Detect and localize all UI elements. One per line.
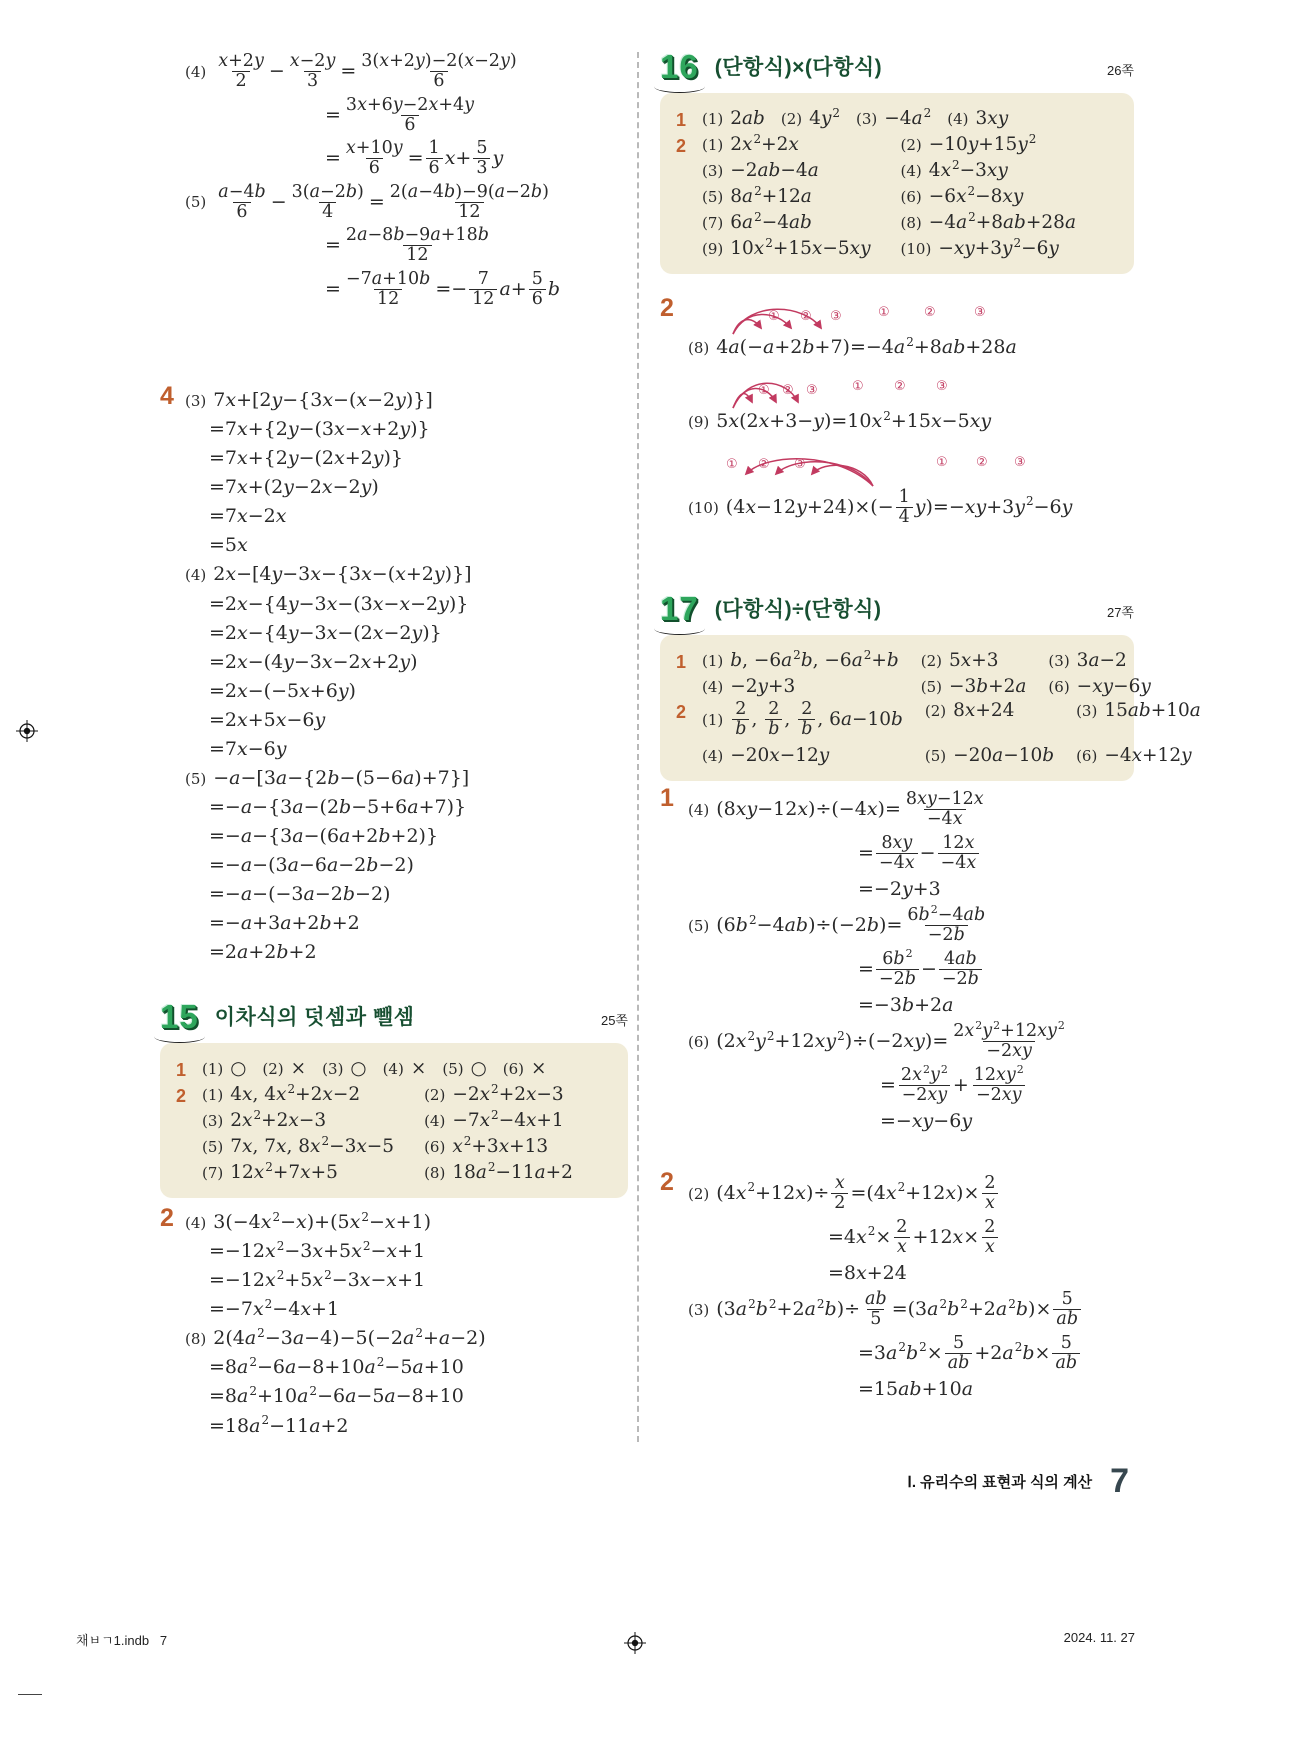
section-header bbox=[160, 1000, 628, 1033]
item-label: (8) bbox=[185, 1330, 207, 1349]
answer-group-number: 2 bbox=[176, 1086, 187, 1106]
section-title: (다항식)÷(단항식) bbox=[714, 598, 882, 621]
math-line: (5) −a−[3a−{2b−(5−6a)+7}] bbox=[185, 767, 470, 790]
circled-2: ② bbox=[758, 457, 770, 472]
math-line: =15ab+10a bbox=[858, 1378, 974, 1401]
answer-cells bbox=[702, 700, 1201, 766]
problem-number: 4 bbox=[160, 382, 174, 410]
item-label: (4) bbox=[382, 1060, 404, 1078]
circled-3: ③ bbox=[1014, 455, 1026, 470]
item-label: (2) bbox=[920, 652, 942, 670]
answer-box bbox=[660, 635, 1201, 781]
math-line: $=8a^2-6a-8+10a^2-5a+10$ bbox=[209, 1355, 464, 1379]
math-line: =−xy−6y bbox=[880, 1110, 973, 1133]
answer-box bbox=[660, 93, 1134, 274]
item-label: (1) bbox=[202, 1086, 224, 1104]
math-line: = $\frac{-7a+10b}{12}$ =− $\frac{7}{12}$ a+ $\frac{5}{6}$ b bbox=[325, 268, 560, 309]
math-line: =7x−6y bbox=[209, 737, 287, 760]
registration-mark bbox=[16, 720, 38, 742]
item-label: (1) bbox=[202, 1060, 224, 1078]
math-line: =2x−{4y−3x−(3x−x−2y)} bbox=[209, 592, 469, 615]
math-line: $=-12x^2-3x+5x^2-x+1$ bbox=[209, 1238, 426, 1263]
solution-block-2 bbox=[160, 1206, 628, 1443]
math-line: =−2y+3 bbox=[858, 878, 941, 900]
circled-3: ③ bbox=[936, 379, 948, 394]
item-label: (7) bbox=[702, 214, 724, 232]
math-line: =−a−{3a−(2b−5+6a+7)} bbox=[209, 796, 467, 819]
print-date-label: 2024. 11. 27 bbox=[1063, 1630, 1135, 1645]
item-label: (4) bbox=[185, 1214, 207, 1232]
section-page-ref: 25쪽 bbox=[600, 1013, 628, 1028]
fraction: $\frac{3x+6y-2x+4y}{6}$ bbox=[345, 94, 475, 135]
answer-cells bbox=[702, 131, 1076, 259]
answer-group-number: 2 bbox=[676, 702, 687, 722]
distribute-line-10 bbox=[688, 444, 1134, 528]
math-lines bbox=[688, 1174, 1134, 1402]
problem-number: 2 bbox=[660, 1168, 674, 1196]
fraction: $\frac{8xy-12x}{-4x}$ bbox=[905, 789, 984, 830]
item-label: (5) bbox=[688, 916, 710, 935]
answer-cell: (2) $4y^2$ bbox=[780, 105, 841, 129]
fraction: $\frac{2}{b}$ bbox=[798, 700, 815, 740]
math-line: = $\frac{2a-8b-9a+18b}{12}$ bbox=[325, 226, 628, 266]
answer-cell: (7) $12x^2+7x+5$ bbox=[202, 1159, 338, 1183]
section-header bbox=[660, 50, 1134, 83]
math-line: =−3b+2a bbox=[858, 994, 954, 1017]
section-number-icon: 15 bbox=[160, 998, 199, 1035]
math-lines bbox=[688, 790, 1134, 1134]
math-line: (8) $4a(-a+2b+7)=-4a^2+8ab+28a$ bbox=[688, 334, 1017, 358]
fraction: $\frac{2}{x}$ bbox=[893, 1218, 910, 1258]
circled-1: ① bbox=[936, 455, 948, 470]
item-label: (4) bbox=[688, 800, 710, 819]
fraction: $\frac{12xy^2}{-2xy}$ bbox=[973, 1062, 1024, 1105]
fraction: $\frac{2(a-4b)-9(a-2b)}{12}$ bbox=[389, 181, 549, 222]
math-line: =7x−2x bbox=[209, 505, 287, 528]
math-line: = $\frac{2x^2y^2}{-2xy}$ + $\frac{12xy^2}{-2xy}$ bbox=[880, 1066, 1134, 1106]
answer-cell: (1) ○ bbox=[202, 1058, 247, 1079]
item-label: (6) bbox=[1048, 678, 1070, 696]
item-label: (6) bbox=[502, 1060, 524, 1078]
distribute-line-9 bbox=[688, 370, 1134, 432]
item-label: (4) bbox=[702, 746, 724, 765]
page-footer bbox=[907, 1462, 1129, 1501]
section-header bbox=[660, 592, 1134, 625]
answer-cell: (4) 3xy bbox=[947, 108, 1009, 129]
item-label: (8) bbox=[900, 214, 922, 232]
math-line: $=8a^2+10a^2-6a-5a-8+10$ bbox=[209, 1384, 464, 1408]
math-line: $=3a^2b^2\times$ $\frac{5}{ab}$ $+2a^2b\times$ $\frac{5}{ab}$ bbox=[858, 1334, 1134, 1374]
circled-2: ② bbox=[782, 383, 794, 398]
fraction: $\frac{8xy}{-4x}$ bbox=[876, 834, 918, 874]
item-label: (7) bbox=[202, 1164, 224, 1182]
math-line: =−a−{3a−(6a+2b+2)} bbox=[209, 825, 439, 848]
answer-cell: $(8) -4a^2+8ab+28a$ bbox=[900, 209, 1076, 233]
math-line: =7x+{2y−(2x+2y)} bbox=[209, 447, 403, 470]
item-label: (5) bbox=[442, 1060, 464, 1078]
item-label: (10) bbox=[688, 498, 719, 517]
problem-number: 2 bbox=[160, 1204, 174, 1232]
answer-cell: (4) × bbox=[382, 1058, 427, 1079]
multiply-arrows bbox=[688, 444, 1158, 488]
answer-cells bbox=[202, 1058, 547, 1079]
circled-3: ③ bbox=[794, 457, 806, 472]
item-label: (2) bbox=[924, 702, 947, 720]
answer-cell: (1) $\frac{2}{b}$ , $\frac{2}{b}$ , $\frac{2}{b}$ , 6a−10b bbox=[702, 699, 903, 740]
distribute-line-8 bbox=[688, 296, 1134, 358]
fraction: $\frac{5}{ab}$ bbox=[1052, 1334, 1080, 1374]
answer-cell: (8) $18a^2-11a+2$ bbox=[424, 1159, 573, 1183]
math-lines bbox=[185, 52, 628, 309]
item-label: (1) bbox=[702, 136, 724, 154]
circled-3: ③ bbox=[830, 309, 842, 324]
fraction: $\frac{5}{ab}$ bbox=[945, 1334, 973, 1374]
item-label: (3) bbox=[185, 392, 207, 410]
math-line: =2x+5x−6y bbox=[209, 708, 326, 731]
chapter-title: Ⅰ. 유리수의 표현과 식의 계산 bbox=[907, 1474, 1093, 1491]
circled-2: ② bbox=[976, 455, 988, 470]
math-line: =2x−(4y−3x−2x+2y) bbox=[209, 650, 418, 673]
section-16 bbox=[660, 50, 1134, 274]
circled-3: ③ bbox=[974, 305, 986, 320]
answer-cell: (5) −20a−10b bbox=[924, 744, 1055, 766]
math-line: = $\frac{3x+6y-2x+4y}{6}$ bbox=[325, 96, 628, 136]
answer-cell: (9) $10x^2+15x-5xy$ bbox=[702, 235, 871, 259]
math-line: (6) $(2x^2y^2+12xy^2)\div(-2xy)=$ $\frac{2x^2y^2+12xy^2}{-2xy}$ bbox=[688, 1022, 1134, 1062]
answer-cell: (3) 3a−2 bbox=[1048, 650, 1127, 671]
solution-block-arrows bbox=[660, 296, 1134, 540]
answer-cell: (2) × bbox=[262, 1058, 307, 1079]
answer-group bbox=[676, 699, 1201, 766]
item-label: (1) bbox=[702, 110, 724, 128]
math-line: =7x+{2y−(3x−x+2y)} bbox=[209, 418, 430, 441]
math-line: =−a+3a+2b+2 bbox=[209, 912, 360, 935]
answer-cell: $(2) -10y+15y^2$ bbox=[900, 131, 1037, 155]
math-line: (4) $3(-4x^2-x)+(5x^2-x+1)$ bbox=[185, 1209, 432, 1233]
answer-cell: (2) 5x+3 bbox=[920, 650, 999, 671]
item-label: (1) bbox=[702, 710, 724, 729]
circled-2: ② bbox=[894, 379, 906, 394]
answer-cell: $(4) -7x^2-4x+1$ bbox=[424, 1107, 564, 1131]
circled-1: ① bbox=[758, 383, 770, 398]
item-label: (3) bbox=[202, 1112, 224, 1130]
math-line: =−a−(−3a−2b−2) bbox=[209, 883, 391, 906]
answer-cells bbox=[202, 1081, 573, 1183]
math-line: (2) $(4x^2+12x)\div$ $\frac{x}{2}$ $=(4x^2+12x)\times$ $\frac{2}{x}$ bbox=[688, 1174, 1134, 1214]
math-line: (4) $\frac{x+2y}{2}$ − $\frac{x-2y}{3}$ = $\frac{3(x+2y)-2(x-2y)}{6}$ bbox=[185, 52, 628, 92]
math-line: (4) 2x−[4y−3x−{3x−(x+2y)}] bbox=[185, 563, 472, 586]
item-label: (2) bbox=[780, 110, 803, 128]
fraction: $\frac{x-2y}{3}$ bbox=[289, 51, 336, 92]
math-line: =−a−(3a−6a−2b−2) bbox=[209, 854, 414, 877]
answer-cell: (5) 7x, 7x, $8x^2-3x-5$ bbox=[202, 1133, 395, 1157]
item-label: (4) bbox=[702, 678, 724, 696]
math-line: (10) (4x−12y+24)×(− $\frac{1}{4}$ $y)=-xy+3y^2-6y$ bbox=[688, 487, 1073, 528]
multiply-arrows bbox=[688, 296, 1148, 336]
circled-1: ① bbox=[726, 457, 738, 472]
answer-cell: (2) 8x+24 bbox=[924, 700, 1015, 721]
math-line: =5x bbox=[209, 534, 248, 557]
fraction: $\frac{4ab}{-2b}$ bbox=[939, 950, 982, 990]
answer-cell: (1) 4x, $4x^2+2x-2$ bbox=[202, 1081, 361, 1105]
fraction: $\frac{6b^2-4ab}{-2b}$ bbox=[907, 903, 986, 946]
answer-cell: (1) 2ab bbox=[702, 108, 765, 129]
item-label: (2) bbox=[424, 1086, 446, 1104]
circled-3: ③ bbox=[806, 383, 818, 398]
fraction: $\frac{ab}{5}$ bbox=[865, 1289, 887, 1330]
math-line: (3) $(3a^2b^2+2a^2b)\div$ $\frac{ab}{5}$ $=(3a^2b^2+2a^2b)\times$ $\frac{5}{ab}$ bbox=[688, 1290, 1134, 1330]
item-label: (3) bbox=[856, 110, 878, 128]
answer-cell: $(6) -6x^2-8xy$ bbox=[900, 183, 1024, 207]
fraction: $\frac{x}{2}$ bbox=[831, 1174, 848, 1214]
answer-group bbox=[676, 647, 1151, 697]
item-label: (6) bbox=[1076, 746, 1098, 765]
section-page-ref: 27쪽 bbox=[1106, 605, 1134, 620]
math-line: =2x−(−5x+6y) bbox=[209, 679, 356, 702]
solution-block-1 bbox=[660, 786, 1134, 1138]
item-label: (8) bbox=[424, 1164, 446, 1182]
fraction: $\frac{5}{3}$ bbox=[473, 139, 490, 179]
fraction: $\frac{3(a-2b)}{4}$ bbox=[291, 181, 364, 222]
fraction: $\frac{a-4b}{6}$ bbox=[218, 181, 266, 222]
item-label: (10) bbox=[900, 240, 932, 258]
item-label: (2) bbox=[262, 1060, 284, 1078]
item-label: (2) bbox=[900, 136, 922, 154]
answer-cell: (4) $4x^2-3xy$ bbox=[900, 157, 1008, 181]
math-line: =8x+24 bbox=[828, 1262, 907, 1284]
item-label: (3) bbox=[702, 162, 724, 180]
math-line: (5) $(6b^2-4ab)\div(-2b)=$ $\frac{6b^2-4ab}{-2b}$ bbox=[688, 906, 1134, 946]
problem-number: 2 bbox=[660, 294, 674, 322]
fraction: $\frac{2}{x}$ bbox=[981, 1218, 998, 1258]
answer-cell: (6) −4x+12y bbox=[1076, 744, 1192, 766]
answer-group bbox=[676, 105, 1118, 131]
fraction: $\frac{x+2y}{2}$ bbox=[218, 51, 264, 92]
item-label: (3) bbox=[322, 1060, 344, 1078]
math-line: = $\frac{8xy}{-4x}$ − $\frac{12x}{-4x}$ bbox=[858, 834, 1134, 874]
fraction: $\frac{2x^2y^2+12xy^2}{-2xy}$ bbox=[953, 1019, 1065, 1062]
crop-mark bbox=[18, 1694, 42, 1695]
fraction: $\frac{2}{b}$ bbox=[765, 700, 782, 740]
item-label: (3) bbox=[688, 1300, 710, 1319]
fraction: $\frac{2}{b}$ bbox=[732, 700, 749, 740]
answer-cell: (6) $x^2+3x+13$ bbox=[424, 1133, 549, 1157]
answer-cell: (7) $6a^2-4ab$ bbox=[702, 209, 812, 233]
fraction: $\frac{-7a+10b}{12}$ bbox=[345, 268, 431, 309]
item-label: (5) bbox=[185, 193, 207, 212]
fraction: $\frac{12x}{-4x}$ bbox=[938, 834, 980, 874]
answer-group-number: 1 bbox=[176, 1060, 187, 1080]
item-label: (3) bbox=[1076, 702, 1098, 720]
answer-group bbox=[676, 131, 1118, 259]
fraction: $\frac{2x^2y^2}{-2xy}$ bbox=[898, 1066, 951, 1106]
circled-1: ① bbox=[878, 305, 890, 320]
fraction: $\frac{2}{x}$ bbox=[981, 1174, 998, 1214]
solution-block-2r bbox=[660, 1170, 1134, 1406]
fraction: $\frac{x+10y}{6}$ bbox=[345, 138, 403, 179]
solution-continuation-block bbox=[160, 48, 628, 313]
math-line: (3) 7x+[2y−{3x−(x−2y)}] bbox=[185, 389, 433, 411]
math-line: =7x+(2y−2x−2y) bbox=[209, 476, 379, 499]
answer-box bbox=[160, 1043, 628, 1198]
item-label: (2) bbox=[688, 1184, 710, 1203]
item-label: (9) bbox=[688, 413, 710, 431]
math-line: = $\frac{x+10y}{6}$ = $\frac{1}{6}$ x+ $\frac{5}{3}$ y bbox=[325, 138, 504, 179]
multiply-arrows bbox=[688, 370, 1148, 410]
item-label: (4) bbox=[947, 110, 969, 128]
answer-cell: (1) b, $-6a^2b$, $-6a^2+b$ bbox=[702, 647, 899, 671]
answer-cell: (3) $2x^2+2x-3$ bbox=[202, 1107, 327, 1131]
answer-cell: (5) $8a^2+12a$ bbox=[702, 183, 812, 207]
math-line: $=-7x^2-4x+1$ bbox=[209, 1296, 340, 1321]
item-label: (6) bbox=[900, 188, 922, 206]
fraction: $\frac{2a-8b-9a+18b}{12}$ bbox=[345, 225, 489, 266]
answer-group bbox=[176, 1081, 612, 1183]
fraction: $\frac{1}{4}$ bbox=[896, 488, 913, 528]
circled-1: ① bbox=[768, 309, 780, 324]
item-label: (5) bbox=[185, 770, 207, 789]
answer-cell: (6) −xy−6y bbox=[1048, 676, 1151, 697]
answer-cell: $(3) -4a^2$ bbox=[856, 105, 932, 129]
math-line: $=4x^2\times$ $\frac{2}{x}$ +12x× $\frac{2}{x}$ bbox=[828, 1218, 1134, 1258]
answer-cells bbox=[702, 647, 1151, 697]
math-line: =2a+2b+2 bbox=[209, 941, 317, 964]
item-label: (6) bbox=[688, 1032, 710, 1051]
item-label: (5) bbox=[702, 188, 724, 206]
math-line: (4) (8xy−12x)÷(−4x)= $\frac{8xy-12x}{-4x}$ bbox=[688, 790, 1134, 830]
section-number-icon: 16 bbox=[660, 48, 699, 85]
answer-cell: (5) −3b+2a bbox=[920, 676, 1027, 697]
answer-group-number: 1 bbox=[676, 110, 687, 130]
answer-group-number: 2 bbox=[676, 136, 687, 156]
item-label: (5) bbox=[924, 746, 947, 765]
answer-cell: (5) ○ bbox=[442, 1058, 487, 1079]
math-line: =2x−{4y−3x−(2x−2y)} bbox=[209, 621, 442, 644]
circled-2: ② bbox=[800, 309, 812, 324]
answer-cell: $(2) -2x^2+2x-3$ bbox=[424, 1081, 564, 1105]
answer-group-number: 1 bbox=[676, 652, 687, 672]
answer-group bbox=[176, 1058, 612, 1081]
item-label: (4) bbox=[185, 566, 207, 585]
math-line: $=18a^2-11a+2$ bbox=[209, 1413, 349, 1437]
answer-cell: (6) × bbox=[502, 1058, 547, 1079]
item-label: (4) bbox=[900, 162, 922, 180]
section-page-ref: 26쪽 bbox=[1106, 63, 1134, 78]
section-17 bbox=[660, 590, 1201, 781]
page-number: 7 bbox=[1110, 1462, 1129, 1500]
fraction: $\frac{6b^2}{-2b}$ bbox=[876, 950, 919, 990]
circled-1: ① bbox=[852, 379, 864, 394]
item-label: (4) bbox=[185, 62, 207, 81]
answer-cell: (1) $2x^2+2x$ bbox=[702, 131, 799, 155]
math-line: (9) $5x(2x+3-y)=10x^2+15x-5xy$ bbox=[688, 408, 992, 432]
answer-cell: (4) −20x−12y bbox=[702, 744, 830, 766]
fraction: $\frac{1}{6}$ bbox=[426, 139, 443, 179]
item-label: (1) bbox=[702, 652, 724, 670]
answer-cell: (4) −2y+3 bbox=[702, 676, 796, 697]
item-label: (6) bbox=[424, 1138, 446, 1156]
item-label: (8) bbox=[688, 339, 710, 357]
section-title: (단항식)×(다항식) bbox=[714, 56, 883, 79]
section-15 bbox=[160, 1000, 628, 1198]
math-line: = $\frac{6b^2}{-2b}$ − $\frac{4ab}{-2b}$ bbox=[858, 950, 1134, 990]
fraction: $\frac{3(x+2y)-2(x-2y)}{6}$ bbox=[361, 51, 517, 92]
item-label: (4) bbox=[424, 1112, 446, 1130]
fraction: $\frac{5}{ab}$ bbox=[1053, 1290, 1081, 1330]
answer-cell: $(10) -xy+3y^2-6y$ bbox=[900, 235, 1059, 259]
section-number-icon: 17 bbox=[660, 590, 699, 627]
item-label: (5) bbox=[202, 1138, 224, 1156]
math-line: (8) $2(4a^2-3a-4)-5(-2a^2+a-2)$ bbox=[185, 1325, 486, 1350]
answer-cell: (3) −2ab−4a bbox=[702, 160, 819, 181]
fraction: $\frac{7}{12}$ bbox=[469, 270, 497, 310]
print-file-label: 채ㅂㄱ1.indb 7 bbox=[76, 1633, 168, 1648]
math-line: $=-12x^2+5x^2-3x-x+1$ bbox=[209, 1267, 426, 1292]
answer-cells bbox=[702, 105, 1009, 129]
solution-block-4 bbox=[160, 384, 628, 970]
registration-mark bbox=[624, 1632, 646, 1654]
item-label: (3) bbox=[1048, 652, 1070, 670]
column-divider bbox=[637, 52, 639, 1442]
problem-number: 1 bbox=[660, 784, 674, 812]
math-line: (5) $\frac{a-4b}{6}$ − $\frac{3(a-2b)}{4}$ = $\frac{2(a-4b)-9(a-2b)}{12}$ bbox=[185, 183, 628, 223]
math-lines bbox=[185, 388, 628, 966]
section-title: 이차식의 덧셈과 뺄셈 bbox=[214, 1006, 415, 1029]
item-label: (5) bbox=[920, 678, 942, 696]
math-lines bbox=[185, 1210, 628, 1439]
item-label: (9) bbox=[702, 240, 724, 258]
answer-cell: (3) ○ bbox=[322, 1058, 367, 1079]
answer-cell: (3) 15ab+10a bbox=[1076, 700, 1201, 721]
circled-2: ② bbox=[924, 305, 936, 320]
fraction: $\frac{5}{6}$ bbox=[529, 270, 546, 310]
